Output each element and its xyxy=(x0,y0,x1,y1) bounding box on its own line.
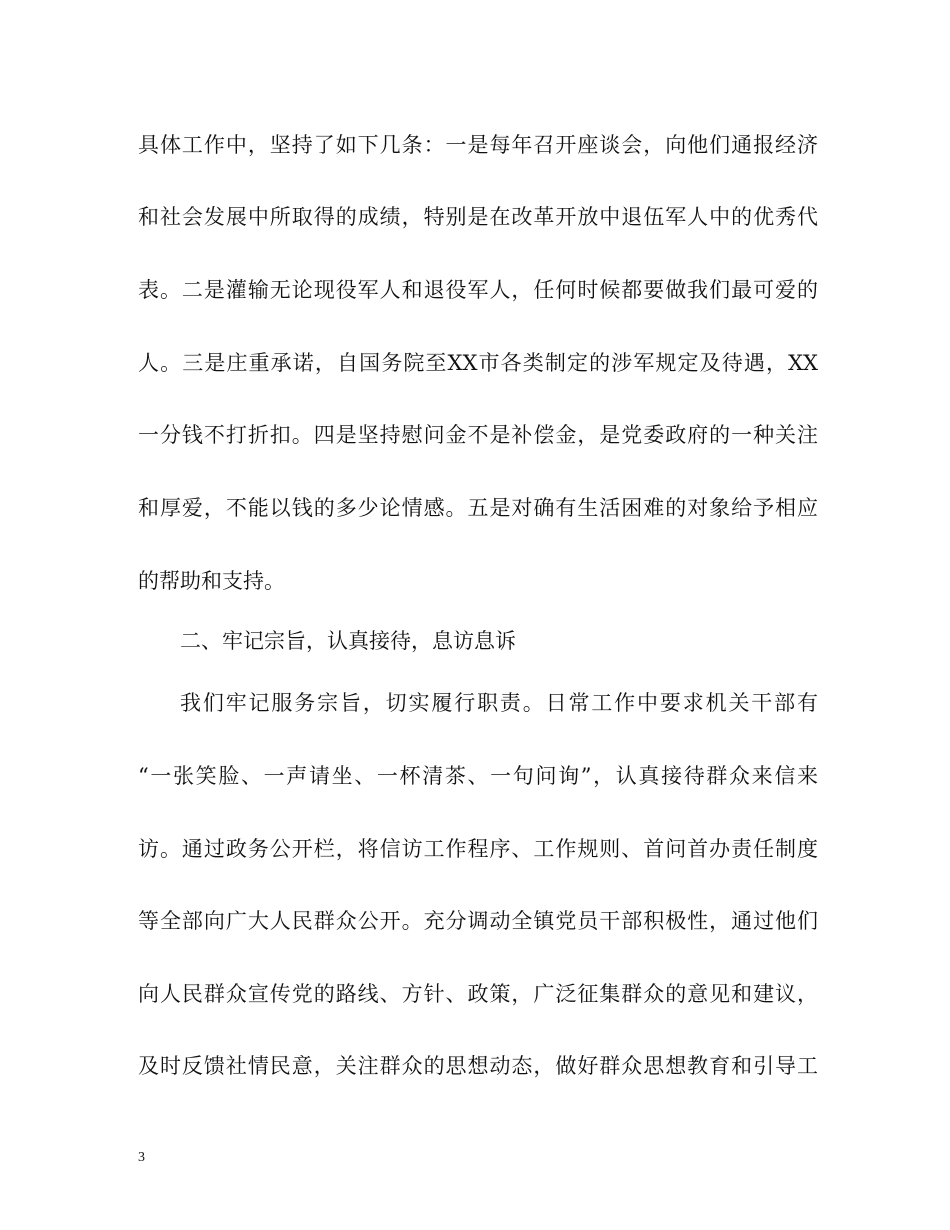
text-line: 表。二是灌输无论现役军人和退役军人，任何时候都要做我们最可爱的 xyxy=(138,278,818,302)
text-line: 人。三是庄重承诺，自国务院至XX市各类制定的涉军规定及待遇，XX xyxy=(138,351,818,375)
text-line: 我们牢记服务宗旨，切实履行职责。日常工作中要求机关干部有 xyxy=(180,691,818,715)
text-line: 和厚爱，不能以钱的多少论情感。五是对确有生活困难的对象给予相应 xyxy=(138,496,818,520)
page-number: 3 xyxy=(138,1150,145,1165)
text-line: 访。通过政务公开栏，将信访工作程序、工作规则、首问首办责任制度 xyxy=(138,837,818,861)
text-line: 等全部向广大人民群众公开。充分调动全镇党员干部积极性，通过他们 xyxy=(138,909,818,933)
text-line: 向人民群众宣传党的路线、方针、政策，广泛征集群众的意见和建议， xyxy=(138,982,818,1006)
text-line: 及时反馈社情民意，关注群众的思想动态，做好群众思想教育和引导工 xyxy=(138,1054,818,1078)
section-heading: 二、牢记宗旨，认真接待，息访息诉 xyxy=(180,629,516,653)
text-line: 具体工作中，坚持了如下几条：一是每年召开座谈会，向他们通报经济 xyxy=(138,133,818,157)
text-line: 一分钱不打折扣。四是坚持慰问金不是补偿金，是党委政府的一种关注 xyxy=(138,423,818,447)
text-line: 的帮助和支持。 xyxy=(138,569,285,593)
text-line: “一张笑脸、一声请坐、一杯清茶、一句问询”，认真接待群众来信来 xyxy=(138,764,818,788)
text-line: 和社会发展中所取得的成绩，特别是在改革开放中退伍军人中的优秀代 xyxy=(138,205,818,229)
